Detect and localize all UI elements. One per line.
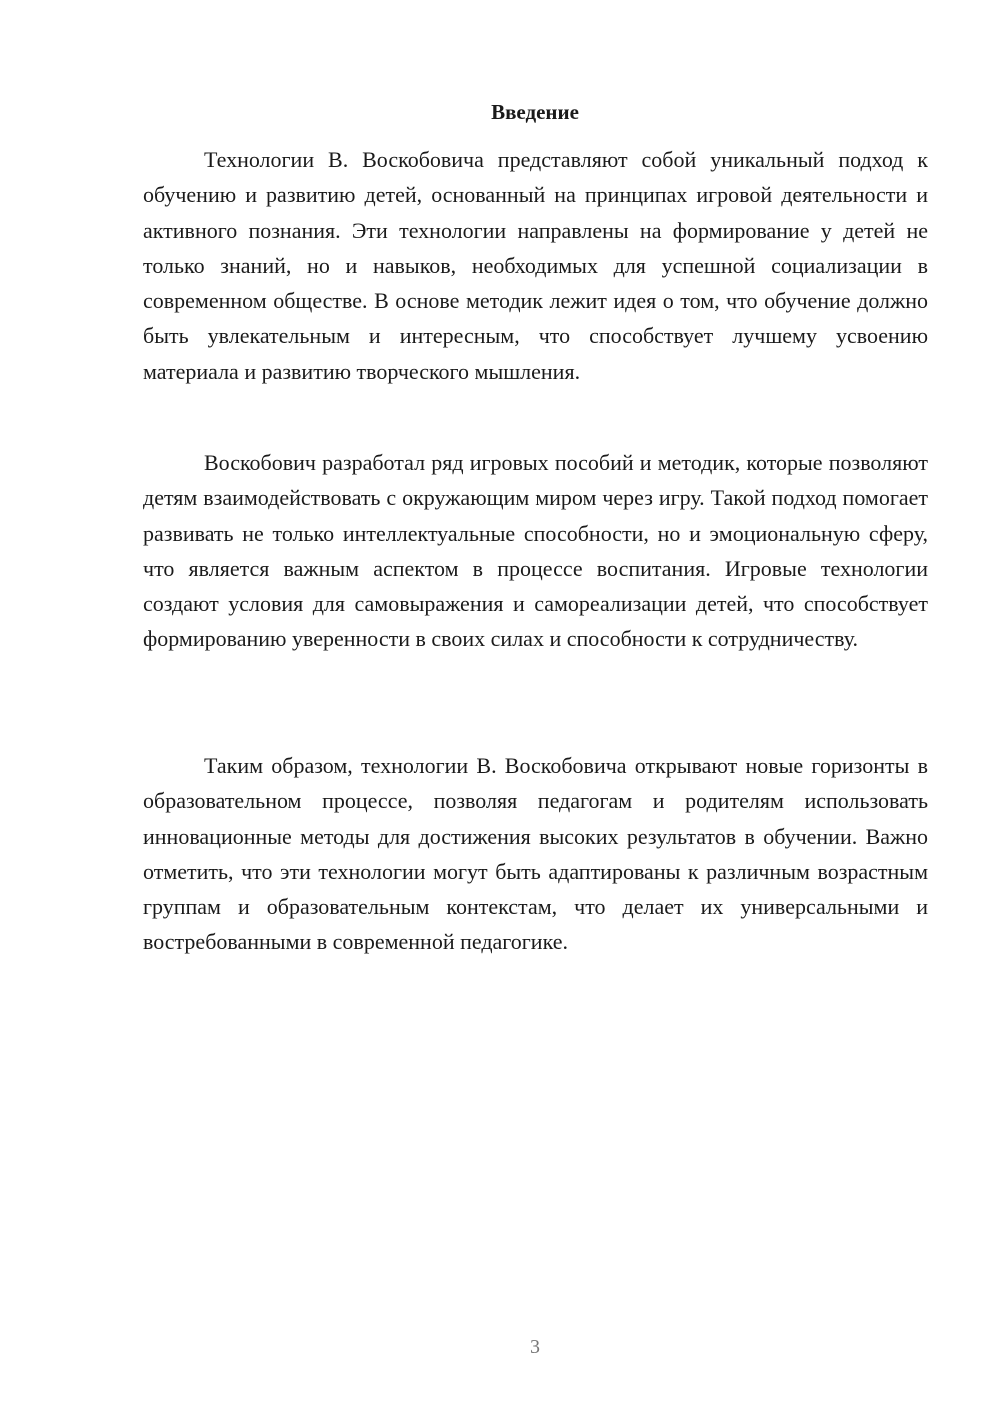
page-number: 3 — [530, 1336, 540, 1358]
paragraph-2: Воскобович разработал ряд игровых пособий и методик, которые позволяют детям взаимодействовать с окружающим миром через игру. Такой подход помогает развивать не только интеллектуальные способности, но и эмоциональную сферу, что является важным аспектом в процессе воспитания. Игровые технологии создают условия для самовыражения и самореализации детей, что способствует формированию уверенности в своих силах и способности к сотрудничеству. — [143, 450, 928, 652]
paragraph-1: Технологии В. Воскобовича представляют собой уникальный подход к обучению и развитию детей, основанный на принципах игровой деятельности и активного познания. Эти технологии направлены на формирование у детей не только знаний, но и навыков, необходимых для успешной социализации в современном обществе. В основе методик лежит идея о том, что обучение должно быть увлекательным и интересным, что способствует лучшему усвоению материала и развитию творческого мышления. — [143, 147, 928, 384]
section-heading: Введение — [491, 100, 579, 124]
paragraph-3: Таким образом, технологии В. Воскобовича открывают новые горизонты в образовательном процессе, позволяя педагогам и родителям использовать инновационные методы для достижения высоких результатов в обучении. Важно отметить, что эти технологии могут быть адаптированы к различным возрастным группам и образовательным контекстам, что делает их универсальными и востребованными в современной педагогике. — [143, 753, 928, 955]
